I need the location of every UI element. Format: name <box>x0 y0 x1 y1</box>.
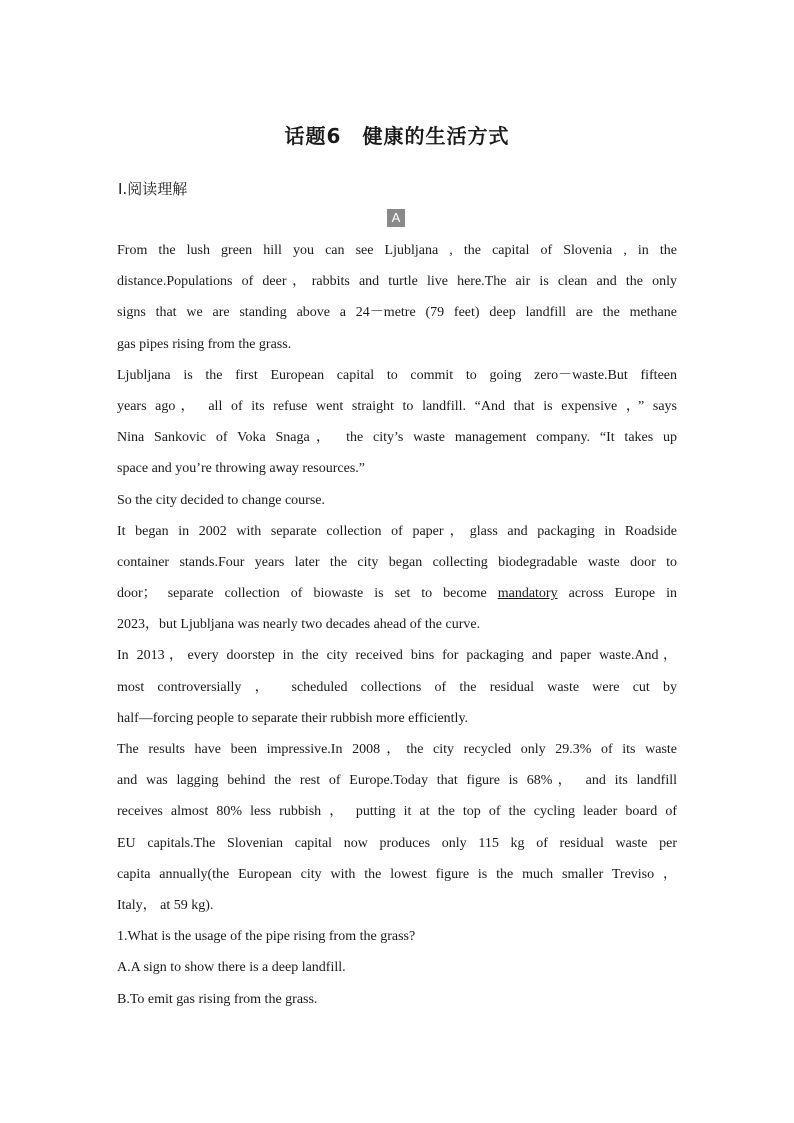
text-line <box>117 578 677 609</box>
option-b: B.To emit gas rising from the grass. <box>117 991 318 1007</box>
text-line: space and you’re throwing away resources.” <box>117 461 366 477</box>
text-line: EU capitals.The Slovenian capital now produces only 115 kg of residual waste per <box>117 835 677 851</box>
text-line: half—forcing people to separate their rubbish more efficiently. <box>117 710 469 726</box>
text-line: years ago， all of its refuse went straight to landfill. “And that is expensive ，” says <box>117 398 677 414</box>
text-line: and was lagging behind the rest of Europe.Today that figure is 68%， and its landfill <box>117 773 677 789</box>
section-heading: Ⅰ.阅读理解 <box>118 180 188 198</box>
underlined-word: mandatory <box>497 586 558 602</box>
text-line: 2023，but Ljubljana was nearly two decades ahead of the curve. <box>117 617 481 633</box>
text-line: capita annually(the European city with the lowest figure is the much smaller Treviso ， <box>117 866 677 882</box>
text-line: It began in 2002 with separate collection of paper，glass and packaging in Roadside <box>117 523 677 539</box>
passage-body <box>117 235 677 1015</box>
text-line: The results have been impressive.In 2008，the city recycled only 29.3% of its waste <box>117 742 677 757</box>
text-line: signs that we are standing above a 24－metre (79 feet) deep landfill are the methane <box>117 305 677 321</box>
text-line: Italy， at 59 kg). <box>117 897 214 913</box>
question-stem: 1.What is the usage of the pipe rising from the grass? <box>117 929 416 945</box>
text-line: So the city decided to change course. <box>117 492 325 508</box>
text-line: Ljubljana is the first European capital to commit to going zero－waste.But fifteen <box>117 367 677 383</box>
text-line: From the lush green hill you can see Ljubljana , the capital of Slovenia , in the <box>117 243 677 258</box>
text-segment: door； separate collection of biowaste is set to become <box>117 586 498 602</box>
text-segment: across Europe in <box>557 586 677 602</box>
text-line: In 2013，every doorstep in the city received bins for packaging and paper waste.And， <box>117 648 677 664</box>
text-line: container stands.Four years later the city began collecting biodegradable waste door to <box>117 554 677 570</box>
passage-label-badge: A <box>387 209 405 227</box>
text-line: receives almost 80% less rubbish ， putting it at the top of the cycling leader board of <box>117 804 677 820</box>
option-a: A.A sign to show there is a deep landfill. <box>117 960 346 976</box>
text-line: gas pipes rising from the grass. <box>117 336 292 352</box>
page-title: 话题6 健康的生活方式 <box>284 124 510 148</box>
text-line: most controversially ， scheduled collections of the residual waste were cut by <box>117 679 677 695</box>
text-line: distance.Populations of deer，rabbits and turtle live here.The air is clean and the only <box>117 274 677 290</box>
text-line: Nina Sankovic of Voka Snaga， the city’s waste management company. “It takes up <box>117 430 677 446</box>
